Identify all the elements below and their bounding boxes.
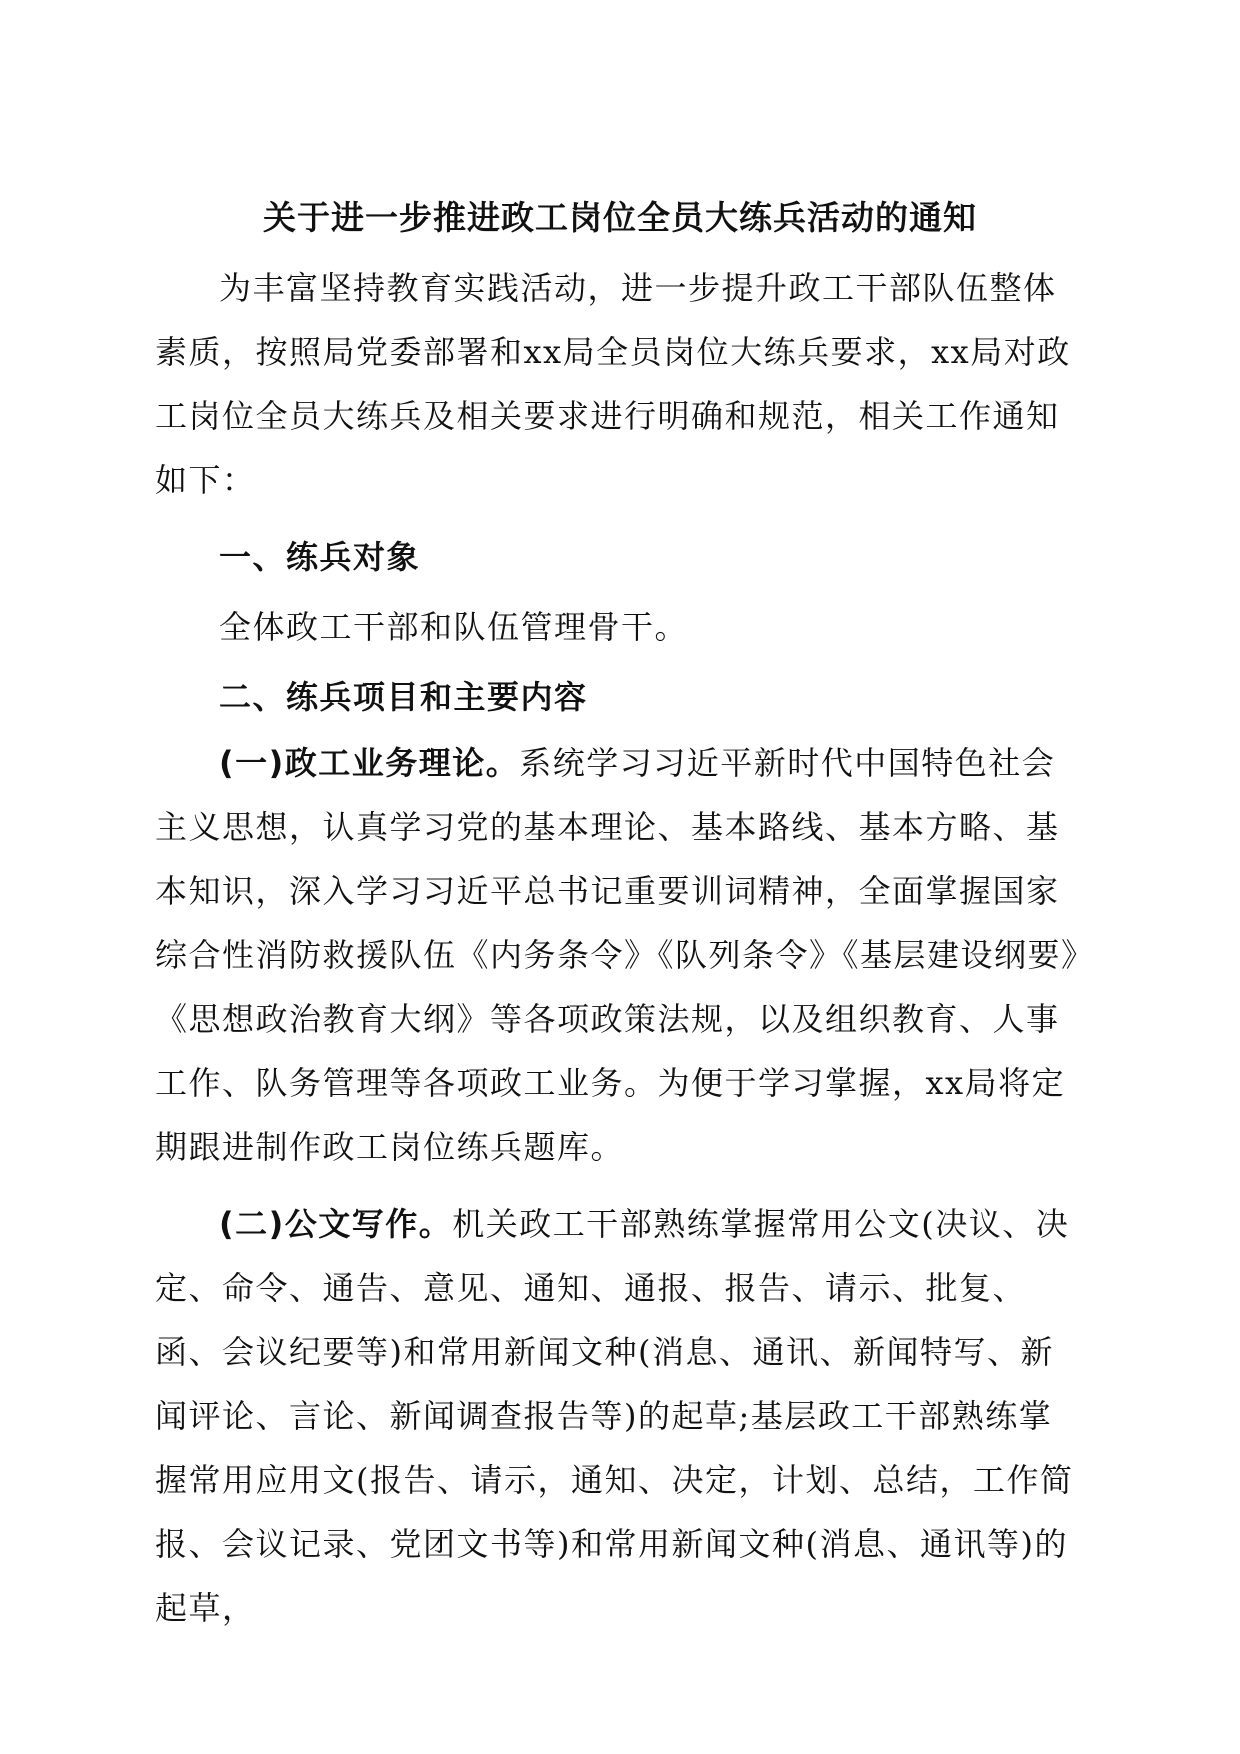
intro-paragraph: 为丰富坚持教育实践活动，进一步提升政工干部队伍整体素质，按照局党委部署和xx局全员岗位大练兵要求，xx局对政工岗位全员大练兵及相关要求进行明确和规范，相关工作通知如下：	[155, 269, 1071, 499]
document-title: 关于进一步推进政工岗位全员大练兵活动的通知	[263, 198, 977, 237]
item-1-lead: (一)政工业务理论。	[219, 744, 520, 782]
item-2-text: 机关政工干部熟练掌握常用公文(决议、决定、命令、通告、意见、通知、通报、报告、请示、批复、函、会议纪要等)和常用新闻文种(消息、通讯、新闻特写、新闻评论、言论、新闻调查报告等)的起草;基层政工干部熟练掌握常用应用文(报告、请示，通知、决定，计划、总结，工作简报、会议记录、党团文书等)和常用新闻文种(消息、通讯等)的起草，	[155, 1205, 1074, 1627]
section-1-body: 全体政工干部和队伍管理骨干。	[219, 608, 689, 646]
item-2-lead: (二)公文写作。	[219, 1205, 453, 1243]
section-2-item-1	[155, 731, 1085, 1179]
section-2-heading: 二、练兵项目和主要内容	[219, 678, 588, 716]
section-1-heading: 一、练兵对象	[219, 538, 421, 576]
section-2-item-2	[155, 1192, 1085, 1640]
item-1-text: 系统学习习近平新时代中国特色社会主义思想，认真学习党的基本理论、基本路线、基本方略、基本知识，深入学习习近平总书记重要训词精神，全面掌握国家综合性消防救援队伍《内务条令》《队列条令》《基层建设纲要》《思想政治教育大纲》等各项政策法规，以及组织教育、人事工作、队务管理等各项政工业务。为便于学习掌握，xx局将定期跟进制作政工岗位练兵题库。	[155, 744, 1079, 1166]
